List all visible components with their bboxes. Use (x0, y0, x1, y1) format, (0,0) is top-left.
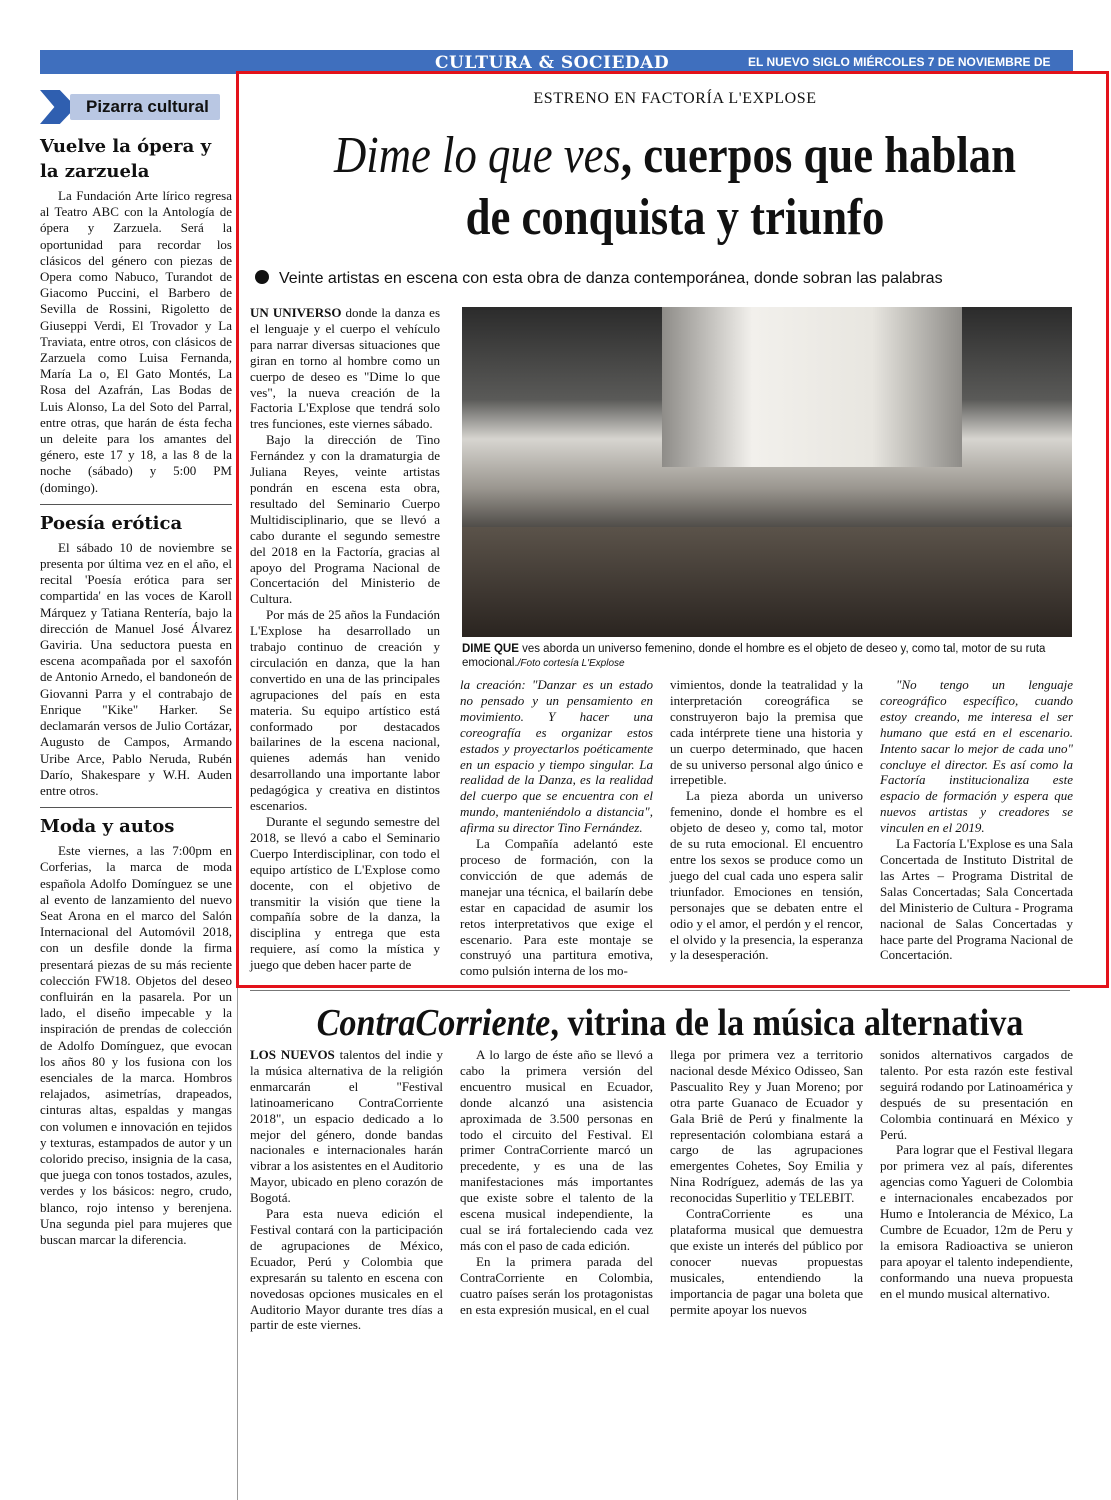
sidebar-title-tab (40, 90, 232, 124)
article-kicker: ESTRENO EN FACTORÍA L'EXPLOSE (533, 90, 817, 107)
stage-curtain (662, 307, 962, 467)
article2-column-1: LOS NUEVOS talentos del indie y la música alternativa de la religión enmarcarán el "Festival latinoamericano ContraCorriente 2018", un espacio dedicado a lo mejor del género, donde bandas nacionales e internacionales harán vibrar a los asistentes en el Auditorio Mayor, ubicado en pleno corazón de Bogotá. Para esta nueva edición el Festival contará con la participación de agrupaciones de México, Ecuador, Perú y Colombia que expresarán su talento en escena con novedosas opciones musicales en el Auditorio Mayor durante tres días a partir de este viernes. (250, 1047, 444, 1333)
bullet-icon (255, 270, 269, 284)
sidebar-item-heading: Vuelve la ópera y la zarzuela (40, 136, 212, 182)
section-title: CULTURA & SOCIEDAD (435, 53, 670, 73)
sidebar-item-opera (40, 134, 232, 496)
article-photo (462, 307, 1072, 637)
headline-rest: , vitrina de la música alternativa (550, 1002, 1024, 1044)
article2-column-3: llega por primera vez a territorio nacional desde México Odisseo, San Pascualito Rey y Juan Moreno; por otra parte Guanaco de Ecuador y Gala Briê de Perú y finalmente la representación colombiana estará a cargo de las agrupaciones emergentes Cohetes, Soy Emilia y Nina Rodríguez, además de las ya reconocidas Superlitio y TELEBIT. ContraCorriente es una plataforma musical que demuestra que existe un interés del público por conocer nuevas propuestas musicales, entendiendo la importancia de pagar una boleta que permite apoyar los nuevos (670, 1047, 863, 1317)
article-headline (318, 125, 1032, 249)
sidebar-item-poesia (40, 504, 232, 799)
article2-column-4: sonidos alternativos cargados de talento. Por esta razón este festival seguirá rodando por Latinoamérica y después de su presentación en Colombia continuará en México y Perú. Para lograr que el Festival llegara por primera vez al país, diferentes agencias como Yagueri de Colombia e internacionales encabezados por Humo e Intolerancia de México, La Cumbre de Ecuador, 12m de Peru y la emisora Radioactiva se unieron para apoyar el talento independiente, conformando una nueva propuesta en el mundo musical alternativo. (880, 1047, 1073, 1301)
lead-in: LOS NUEVOS (250, 1047, 335, 1062)
sidebar-item-text: Este viernes, a las 7:00pm en Corferias, la marca de moda española Adolfo Domínguez se une al evento de lanzamiento del nuevo Seat Arona en el marco del Salón Internacional del Automóvil 2018, con un desfile donde la firma presentará piezas de su más reciente colección FW18. Objetos del deseo confluirán en la pasarela. Por un lado, el diseño impecable y la inspiración de prendas de colección de Adolfo Domínguez, que evocan los años 80 y los fusiona con los esenciales de la marca. Hombros relajados, asimetrías, drapeados, cinturas altas, espaldas y mangas con volumen e innovación en tejidos y texturas, estampados de autor y un colorido preciso, insignia de la casa, que juega con tonos tostados, azules, verdes y los básicos: negro, crudo, blanco, rojo intenso y berenjena. Una segunda piel para mujeres que buscan marcar la diferencia. (40, 843, 232, 1247)
article1-column-2: la creación: "Danzar es un estado no pensado y un pensamiento en movimiento. Y hacer una coreografía es organizar estos estados y proyectarlos poéticamente en un espacio y tiempo singular. La realidad de la Danza, es la realidad del cuerpo que se encuentra con el mundo, manteniéndolo a distancia", afirma su director Tino Fernández. La Compañía adelantó este proceso de formación, con la convicción de que además de manejar una técnica, el bailarín debe estar en capacidad de asumir los retos interpretativos que exige el escenario. Para este montaje se construyó una partitura emotiva, como pulsión interna de los mo- (460, 677, 653, 979)
sidebar-item-heading: Poesía erótica (40, 512, 183, 534)
dek-text: Veinte artistas en escena con esta obra de danza contemporánea, donde sobran las palabras (279, 270, 943, 287)
photo-credit: /Foto cortesía L'Explose (517, 658, 625, 669)
article2-headline (292, 1002, 1048, 1044)
sidebar-item-text: El sábado 10 de noviembre se presenta por última vez en el año, el recital 'Poesía erótica para ser compartida' en las voces de Karoll Márquez y Tatiana Rentería, bajo la dirección de Manuel José Álvarez Gaviria. Una seductora puesta en escena acompañada por el saxofón de Antonio Arnedo, el bandoneón de Giovanni Parra y el contrabajo de Enrique "Kike" Harker. Se declamarán versos de Julio Cortázar, Augusto de Campos, Armando Uribe Arce, Pablo Neruda, Rubén Darío, Shakespare y W.H. Auden entre otros. (40, 539, 232, 798)
page-number: 1B (1086, 51, 1110, 71)
headline-italic: Dime lo que ves (333, 127, 621, 184)
sidebar-item-moda (40, 807, 232, 1248)
article2-column-2: A lo largo de éste año se llevó a cabo la primera versión del encuentro musical en Ecuador, donde alcanzó una asistencia aproximada de 3.500 personas en todo el circuito del Festival. El primer ContraCorriente marcó un precedente, y es una de las manifestaciones más importantes que existe sobre el talento de la escena musical independiente, la cual se irá fortaleciendo cada vez más con el paso de cada edición. En la primera parada del ContraCorriente en Colombia, cuatro países serán los protagonistas en esta expresión musical, en el cual (460, 1047, 653, 1317)
photo-caption: DIME QUE ves aborda un universo femenino, donde el hombre es el objeto de deseo y, como tal, motor de su ruta emocional./Foto cortesía L'Explose (462, 643, 1046, 669)
lead-in: UN UNIVERSO (250, 305, 342, 320)
headline-italic: ContraCorriente (316, 1002, 551, 1044)
section-divider (250, 990, 1070, 991)
stage-floor (462, 527, 1072, 637)
dateline: EL NUEVO SIGLO MIÉRCOLES 7 DE NOVIEMBRE DE 2018 (748, 55, 1051, 83)
article1-column-4: "No tengo un lenguaje coreográfico específico, cuando estoy creando, me interesa el ser humano que está en el escenario. Intento sacar lo mejor de cada uno" concluye el director. Es así como la Factoría institucionaliza este espacio de formación y espera que nuevos artistas y creadores se vinculen en el 2019. La Factoría L'Explose es una Sala Concertada de Instituto Distrital de las Artes – Programa Distrital de Salas Concertadas; Sala Concertada del Ministerio de Cultura - Programa nacional de Salas Concertadas y hace parte del Programa Nacional de Concertación. (880, 677, 1073, 963)
sidebar-pizarra-cultural (40, 90, 232, 1248)
sidebar-item-text: La Fundación Arte lírico regresa al Teatro ABC con la Antología de ópera y Zarzuela. Será la oportunidad para recordar los clásicos del género con piezas de Opera como Nabuco, Turandot de Giacomo Puccini, el Barbero de Sevilla de Rossini, Rigoletto de Giuseppi Verdi, El Trovador y La Traviata, entre otros, con clásicos de Zarzuela como Luisa Fernanda, María La o, El Gato Montés, La Rosa del Azafrán, Las Bodas de Luis Alonso, La del Soto del Parral, entre otras, que harán de ésta fecha un deleite para los amantes del género, este 17 y 18, a las 8 de la noche (sábado) y 5:00 PM (domingo). (40, 188, 232, 495)
article1-column-3: vimientos, donde la teatralidad y la interpretación coreográfica se construyeron bajo la premisa que cada intérprete tiene una historia y un cuerpo determinado, que hacen de su universo personal algo único e irrepetible. La pieza aborda un universo femenino, donde el hombre es el objeto de deseo y, como tal, motor de su ruta emocional. El encuentro entre los sexos se produce como un juego del cual cada uno espera salir triunfador. Emociones en tensión, personajes que se debaten entre el odio y el amor, el perdón y el rencor, el olvido y la presencia, la esperanza y la desesperación. (670, 677, 863, 963)
sidebar-item-heading: Moda y autos (40, 816, 175, 838)
headline-rest: , cuerpos que hablan de conquista y triunfo (465, 127, 1016, 246)
article1-column-1: UN UNIVERSO donde la danza es el lenguaje y el cuerpo el vehículo para narrar diversas situaciones que giran en torno al hombre como un cuerpo de deseo es "Dime lo que ves", la nueva creación de la Factoria L'Explose que tendrá solo tres funciones, este viernes sábado. Bajo la dirección de Tino Fernández y con la dramaturgia de Juliana Reyes, veinte artistas pondrán en escena esta obra, resultado del Seminario Cuerpo Multidisciplinario, que se llevó a cabo durante el segundo semestre del 2018 en la Factoría, gracias al apoyo del Programa Nacional de Concertación del Ministerio de Cultura. Por más de 25 años la Fundación L'Explose ha desarrollado un trabajo continuo de creación y circulación en danza, que la han convertido en una de las principales agrupaciones del país en esta materia. Su equipo artístico está conformado por destacados bailarines de la escena nacional, quienes además han venido desarrollando una importante labor pedagógica y creativa en distintos escenarios. Durante el segundo semestre del 2018, se llevó a cabo el Seminario Cuerpo Interdisciplinar, con todo el equipo artístico de L'Explose como docente, con el objetivo de transmitir la visión que tiene la compañía sobre de la danza, la disciplina y entrega que esta requiere, así como la mística y juego que deben hacer parte de (250, 305, 441, 973)
sidebar-title: Pizarra cultural (86, 97, 209, 116)
article-dek (255, 270, 1095, 288)
